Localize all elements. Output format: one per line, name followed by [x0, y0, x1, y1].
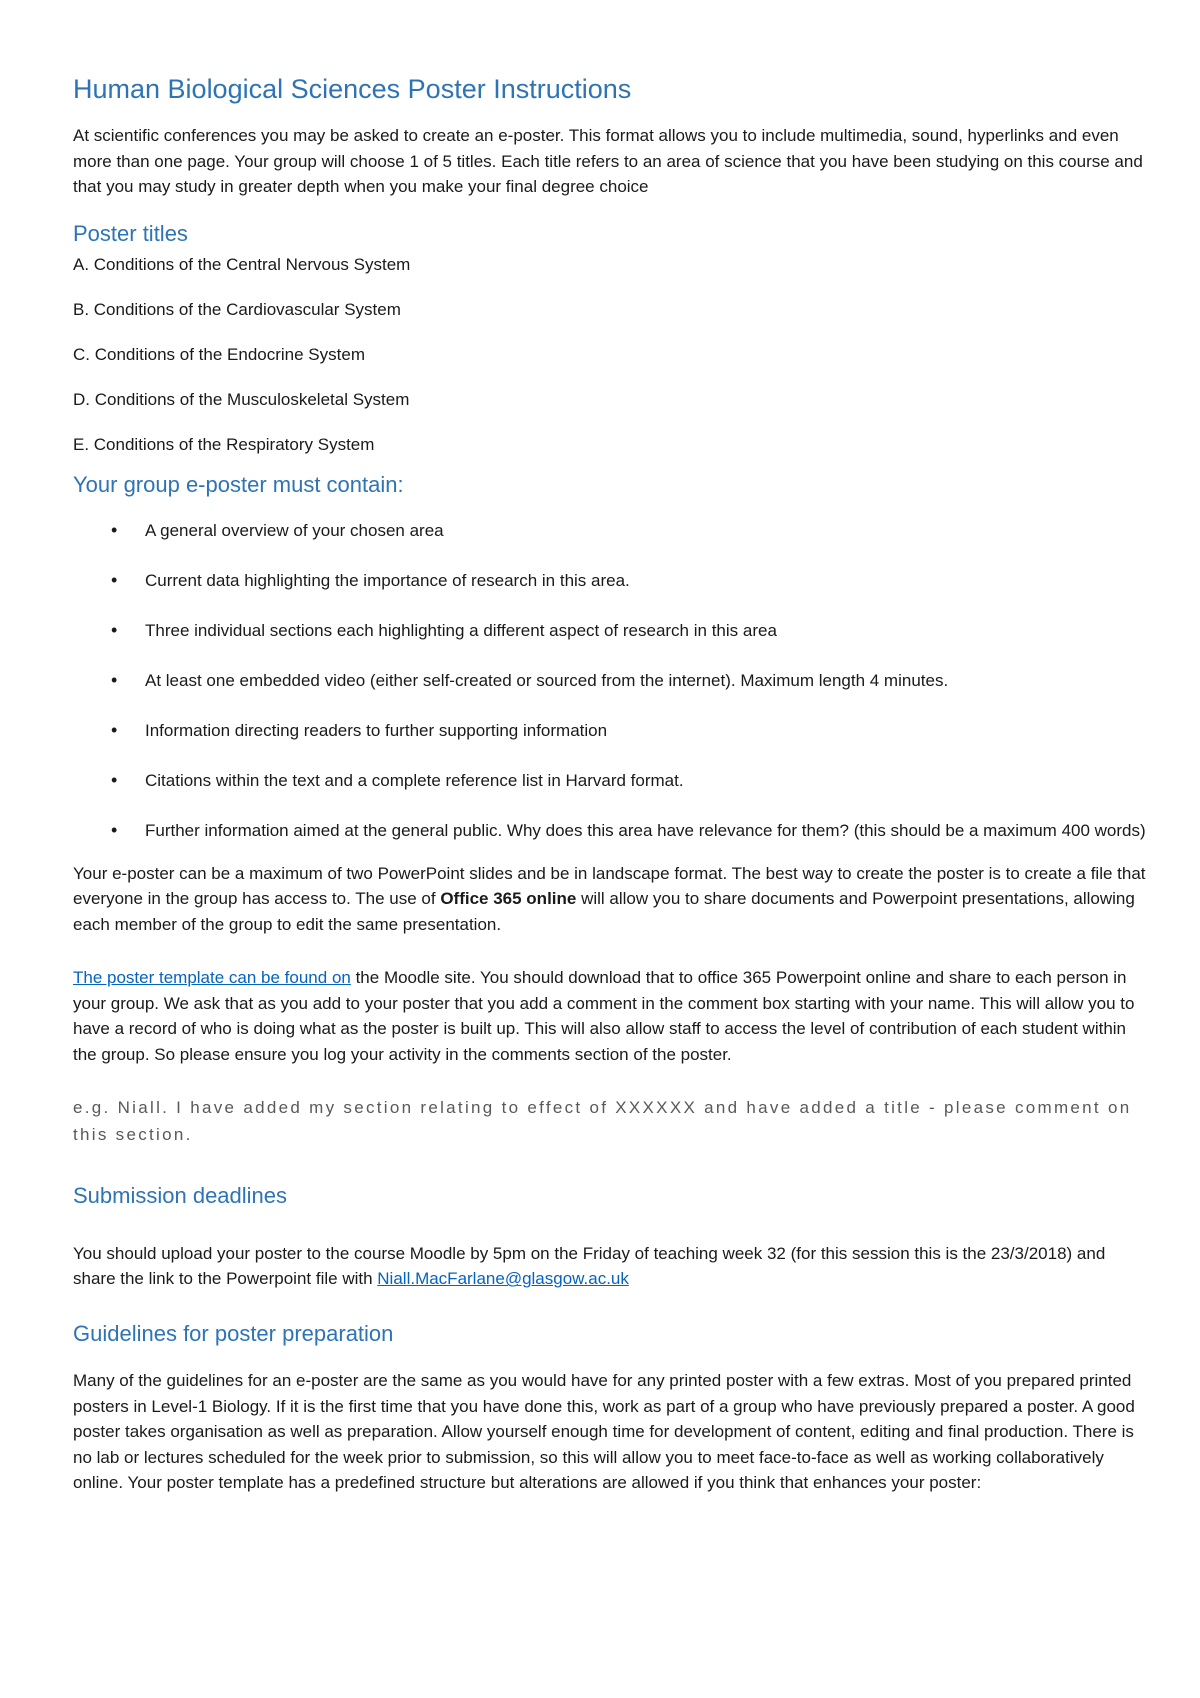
list-item — [73, 568, 1148, 593]
poster-titles-list — [73, 252, 1148, 457]
guidelines-heading: Guidelines for poster preparation — [73, 1320, 394, 1346]
format-paragraph: Your e-poster can be a maximum of two PowerPoint slides and be in landscape format. The best way to create the poster is to create a file that everyone in the group has access to. The use of Office 365 online will allow you to share documents and Powerpoint presentations, allowing each member of the group to edit the same presentation. — [73, 863, 1146, 934]
must-contain-list — [73, 518, 1148, 843]
submission-heading: Submission deadlines — [73, 1183, 288, 1209]
list-item-text: Information directing readers to further supporting information — [145, 720, 608, 740]
bullet-icon: • — [111, 519, 118, 540]
document-title: Human Biological Sciences Poster Instructions — [73, 74, 632, 104]
list-item — [73, 618, 1148, 643]
list-item — [73, 718, 1148, 743]
guidelines-paragraph: Many of the guidelines for an e-poster are the same as you would have for any printed poster with a few extras. Most of you prepared printed posters in Level-1 Biology. If it is the first time that you have done this, work as part of a group who have previously prepared a poster. A good poster takes organisation as well as preparation. Allow yourself enough time for development of content, editing and final production. There is no lab or lectures scheduled for the week prior to submission, so this will allow you to meet face-to-face as well as working collaboratively online. Your poster template has a predefined structure but alterations are allowed if you think that enhances your poster: — [73, 1371, 1135, 1493]
poster-titles-heading: Poster titles — [73, 220, 188, 246]
poster-title-item: E. Conditions of the Respiratory System — [73, 435, 375, 455]
bullet-icon: • — [111, 669, 118, 690]
email-link[interactable]: Niall.MacFarlane@glasgow.ac.uk — [377, 1269, 629, 1289]
list-item — [73, 768, 1148, 793]
poster-title-item: D. Conditions of the Musculoskeletal System — [73, 390, 410, 410]
poster-title-item: A. Conditions of the Central Nervous System — [73, 255, 411, 275]
intro-paragraph: At scientific conferences you may be asked to create an e-poster. This format allows you to include multimedia, sound, hyperlinks and even more than one page. Your group will choose 1 of 5 titles. Each title refers to an area of science that you have been studying on this course and that you may study in greater depth when you make your final degree choice — [73, 126, 1143, 197]
list-item-text: A general overview of your chosen area — [145, 520, 444, 540]
list-item-text: Current data highlighting the importance of research in this area. — [145, 570, 630, 590]
list-item-text: Further information aimed at the general public. Why does this area have relevance for them? (this should be a maximum 400 words) — [145, 820, 1146, 840]
list-item — [73, 518, 1148, 543]
poster-template-link[interactable]: The poster template can be found on — [73, 968, 351, 988]
template-paragraph: The poster template can be found on the Moodle site. You should download that to office 365 Powerpoint online and share to each person in your group. We ask that as you add to your poster that you add a comment in the comment box starting with your name. This will allow you to have a record of who is doing what as the poster is built up. This will also allow staff to access the level of contribution of each student within the group. So please ensure you log your activity in the comments section of the poster. — [73, 968, 1135, 1064]
bullet-icon: • — [111, 569, 118, 590]
office-365-emphasis: Office 365 online — [440, 889, 577, 909]
example-comment: e.g. Niall. I have added my section relating to effect of XXXXXX and have added a title - please comment on this section. — [73, 1098, 1132, 1145]
list-item — [73, 818, 1148, 843]
bullet-icon: • — [111, 769, 118, 790]
document-content — [73, 72, 1148, 1496]
poster-title-item: B. Conditions of the Cardiovascular System — [73, 300, 401, 320]
list-item-text: Three individual sections each highlighting a different aspect of research in this area — [145, 620, 777, 640]
list-item-text: Citations within the text and a complete reference list in Harvard format. — [145, 770, 684, 790]
list-item — [73, 668, 1148, 693]
bullet-icon: • — [111, 619, 118, 640]
poster-title-item: C. Conditions of the Endocrine System — [73, 345, 365, 365]
must-contain-heading: Your group e-poster must contain: — [73, 472, 404, 498]
bullet-icon: • — [111, 819, 118, 840]
bullet-icon: • — [111, 719, 118, 740]
list-item-text: At least one embedded video (either self-created or sourced from the internet). Maximum length 4 minutes. — [145, 670, 949, 690]
submission-paragraph: You should upload your poster to the course Moodle by 5pm on the Friday of teaching week 32 (for this session this is the 23/3/2018) and share the link to the Powerpoint file with Niall.MacFarlane@glasgow.ac.uk — [73, 1243, 1106, 1289]
